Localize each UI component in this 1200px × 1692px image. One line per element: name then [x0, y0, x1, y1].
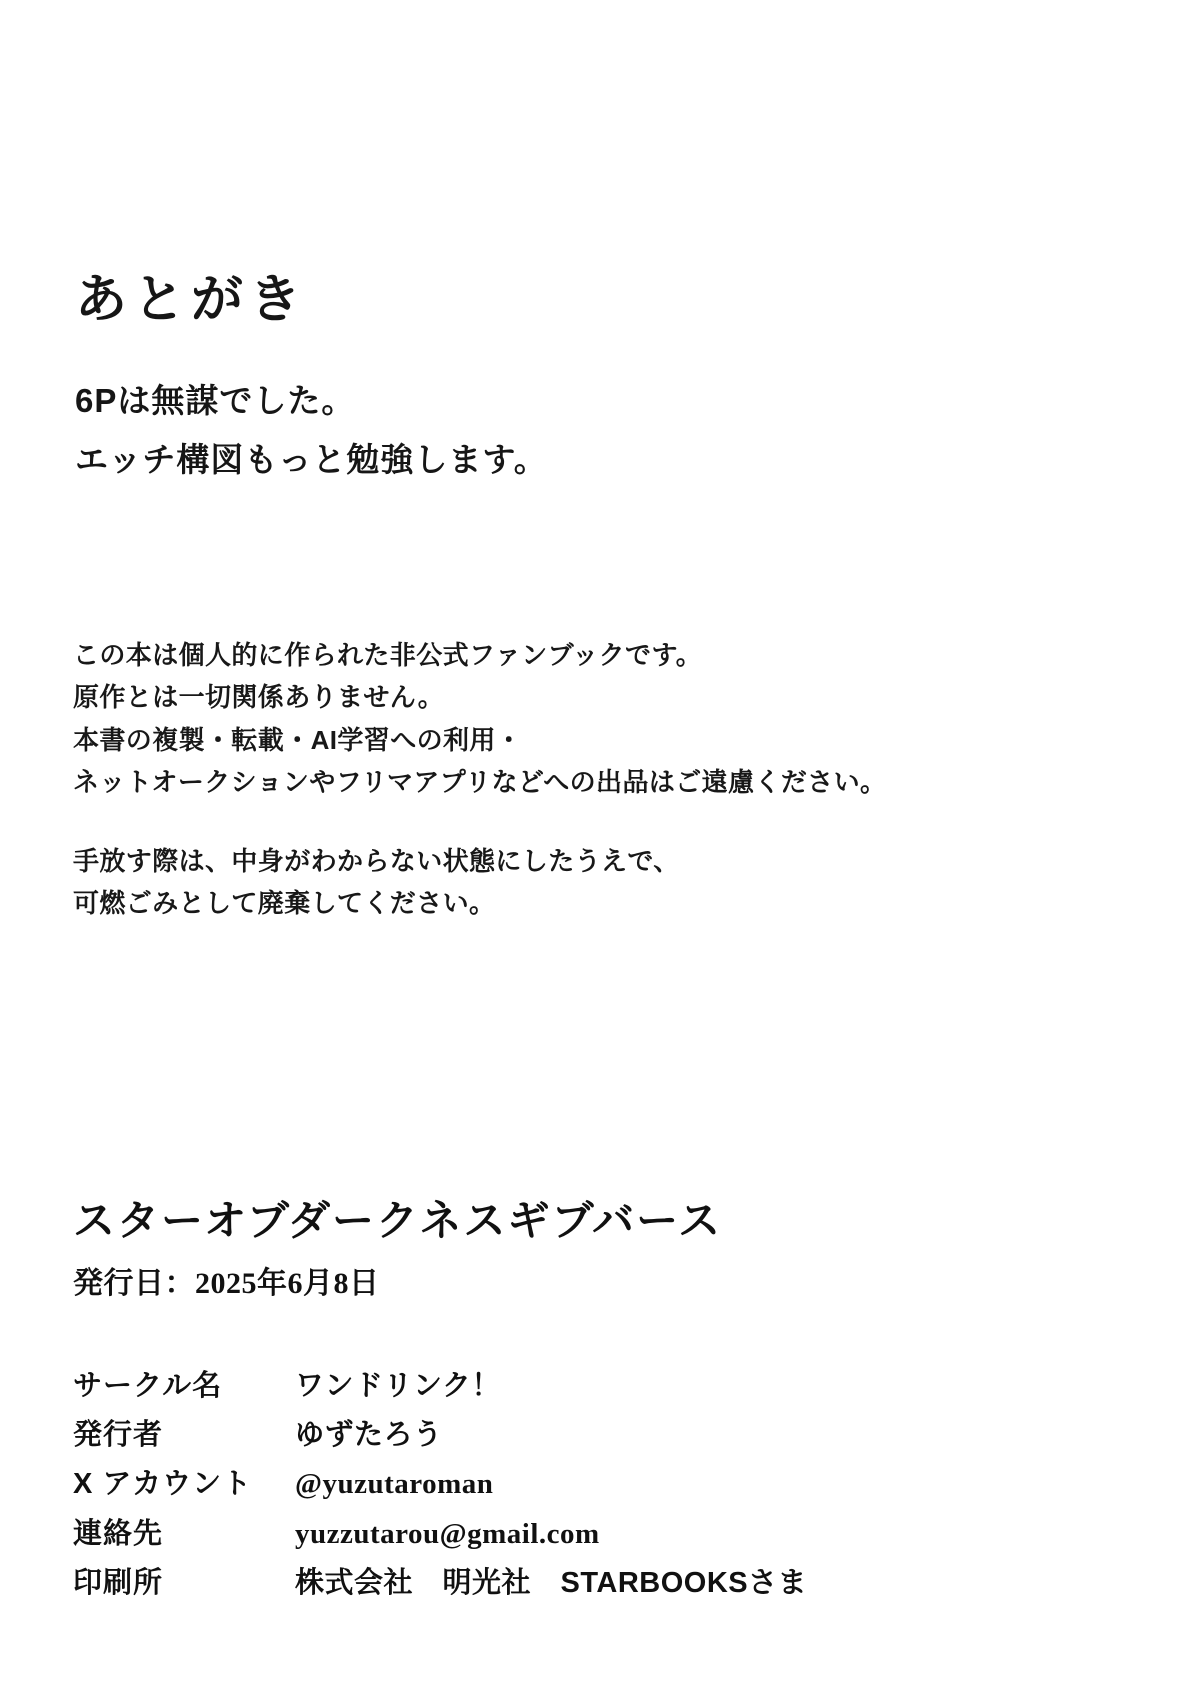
afterword-line: エッチ構図もっと勉強します。 — [75, 440, 548, 478]
notice-line: 可燃ごみとして廃棄してください。 — [73, 887, 496, 918]
credit-label: 連絡先 — [73, 1517, 164, 1550]
credit-label: X アカウント — [73, 1468, 253, 1501]
credit-label: サークル名 — [73, 1370, 223, 1402]
notice-line: 本書の複製・転載・AI学習への利用・ — [73, 724, 523, 755]
notice-line: 手放す際は、中身がわからない状態にしたうえで、 — [73, 845, 680, 876]
notice-line: 原作とは一切関係ありません。 — [73, 682, 445, 713]
credit-value: yuzzutarou@gmail.com — [295, 1517, 600, 1550]
table-row — [73, 1514, 807, 1563]
afterword-line: 6Pは無謀でした。 — [75, 382, 356, 419]
credit-label: 発行者 — [73, 1419, 164, 1452]
credit-value: @yuzutaroman — [295, 1468, 494, 1501]
table-row — [73, 1366, 807, 1415]
credit-value: 株式会社 明光社 STARBOOKSさま — [295, 1566, 808, 1599]
table-row — [73, 1415, 807, 1464]
notice-line: この本は個人的に作られた非公式ファンブックです。 — [73, 640, 703, 670]
credit-value: ゆずたろう — [295, 1419, 443, 1452]
table-row — [73, 1464, 807, 1513]
notice-block — [73, 634, 886, 924]
notice-line: ネットオークションやフリマアプリなどへの出品はご遠慮ください。 — [73, 767, 887, 798]
notice-spacer — [73, 804, 886, 840]
afterword-heading: あとがき — [75, 271, 308, 329]
credits-table — [73, 1366, 807, 1612]
colophon — [73, 1196, 722, 1302]
afterword-body — [75, 372, 548, 489]
book-title: スターオブダークネスギブバース — [73, 1197, 723, 1244]
table-row — [73, 1563, 807, 1612]
credit-label: 印刷所 — [73, 1566, 164, 1599]
credit-value: ワンドリンク！ — [295, 1370, 501, 1402]
publication-date: 発行日：2025年6月8日 — [73, 1267, 380, 1301]
